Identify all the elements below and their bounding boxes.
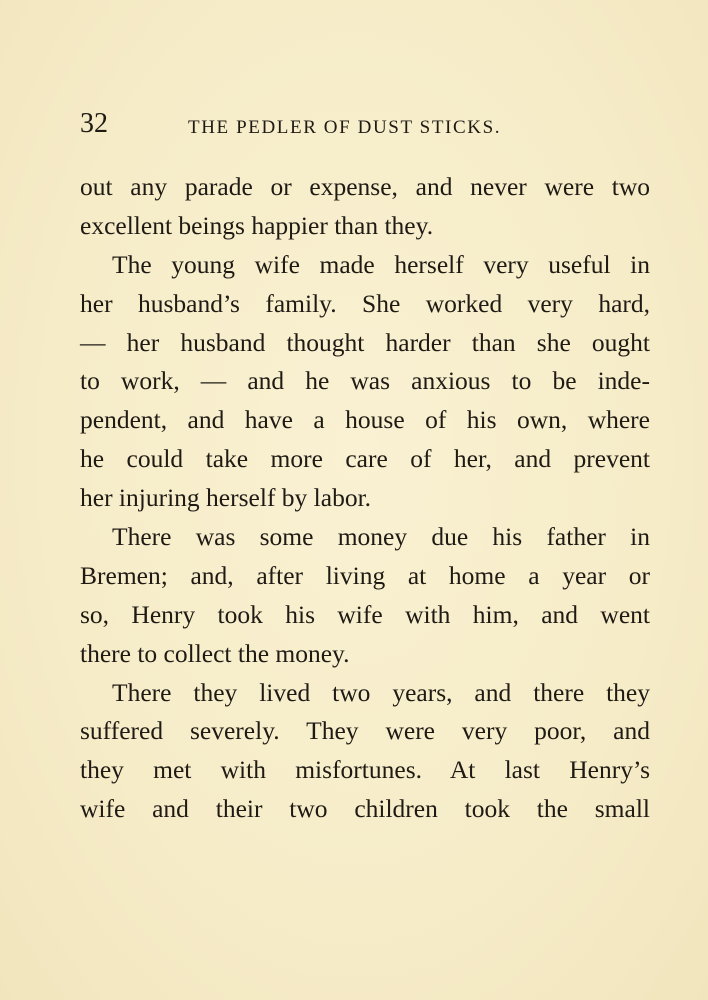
text-line: her husband’s family. She worked very hard, (80, 288, 650, 318)
body-text (80, 168, 650, 829)
text-line: excellent beings happier than they. (80, 210, 434, 240)
text-line: her injuring herself by labor. (80, 483, 372, 513)
text-line: wife and their two children took the small (80, 794, 650, 824)
text-line: out any parade or expense, and never were two (80, 172, 650, 201)
page-header (80, 104, 650, 144)
text-line: they met with misfortunes. At last Henry’s (80, 755, 650, 785)
text-line: there to collect the money. (80, 638, 350, 668)
text-line: The young wife made herself very useful in (112, 249, 650, 279)
page-number: 32 (80, 108, 108, 139)
text-line: pendent, and have a house of his own, where (80, 405, 650, 435)
text-line: he could take more care of her, and prevent (80, 444, 650, 474)
text-line: There they lived two years, and there they (112, 677, 650, 707)
text-line: to work, — and he was anxious to be inde- (80, 366, 650, 396)
text-line: suffered severely. They were very poor, and (80, 716, 650, 746)
text-line: so, Henry took his wife with him, and went (80, 599, 650, 629)
running-title: THE PEDLER OF DUST STICKS. (188, 117, 502, 138)
text-line: There was some money due his father in (112, 522, 650, 552)
text-line: Bremen; and, after living at home a year or (80, 560, 650, 590)
text-line: — her husband thought harder than she ought (80, 327, 650, 357)
